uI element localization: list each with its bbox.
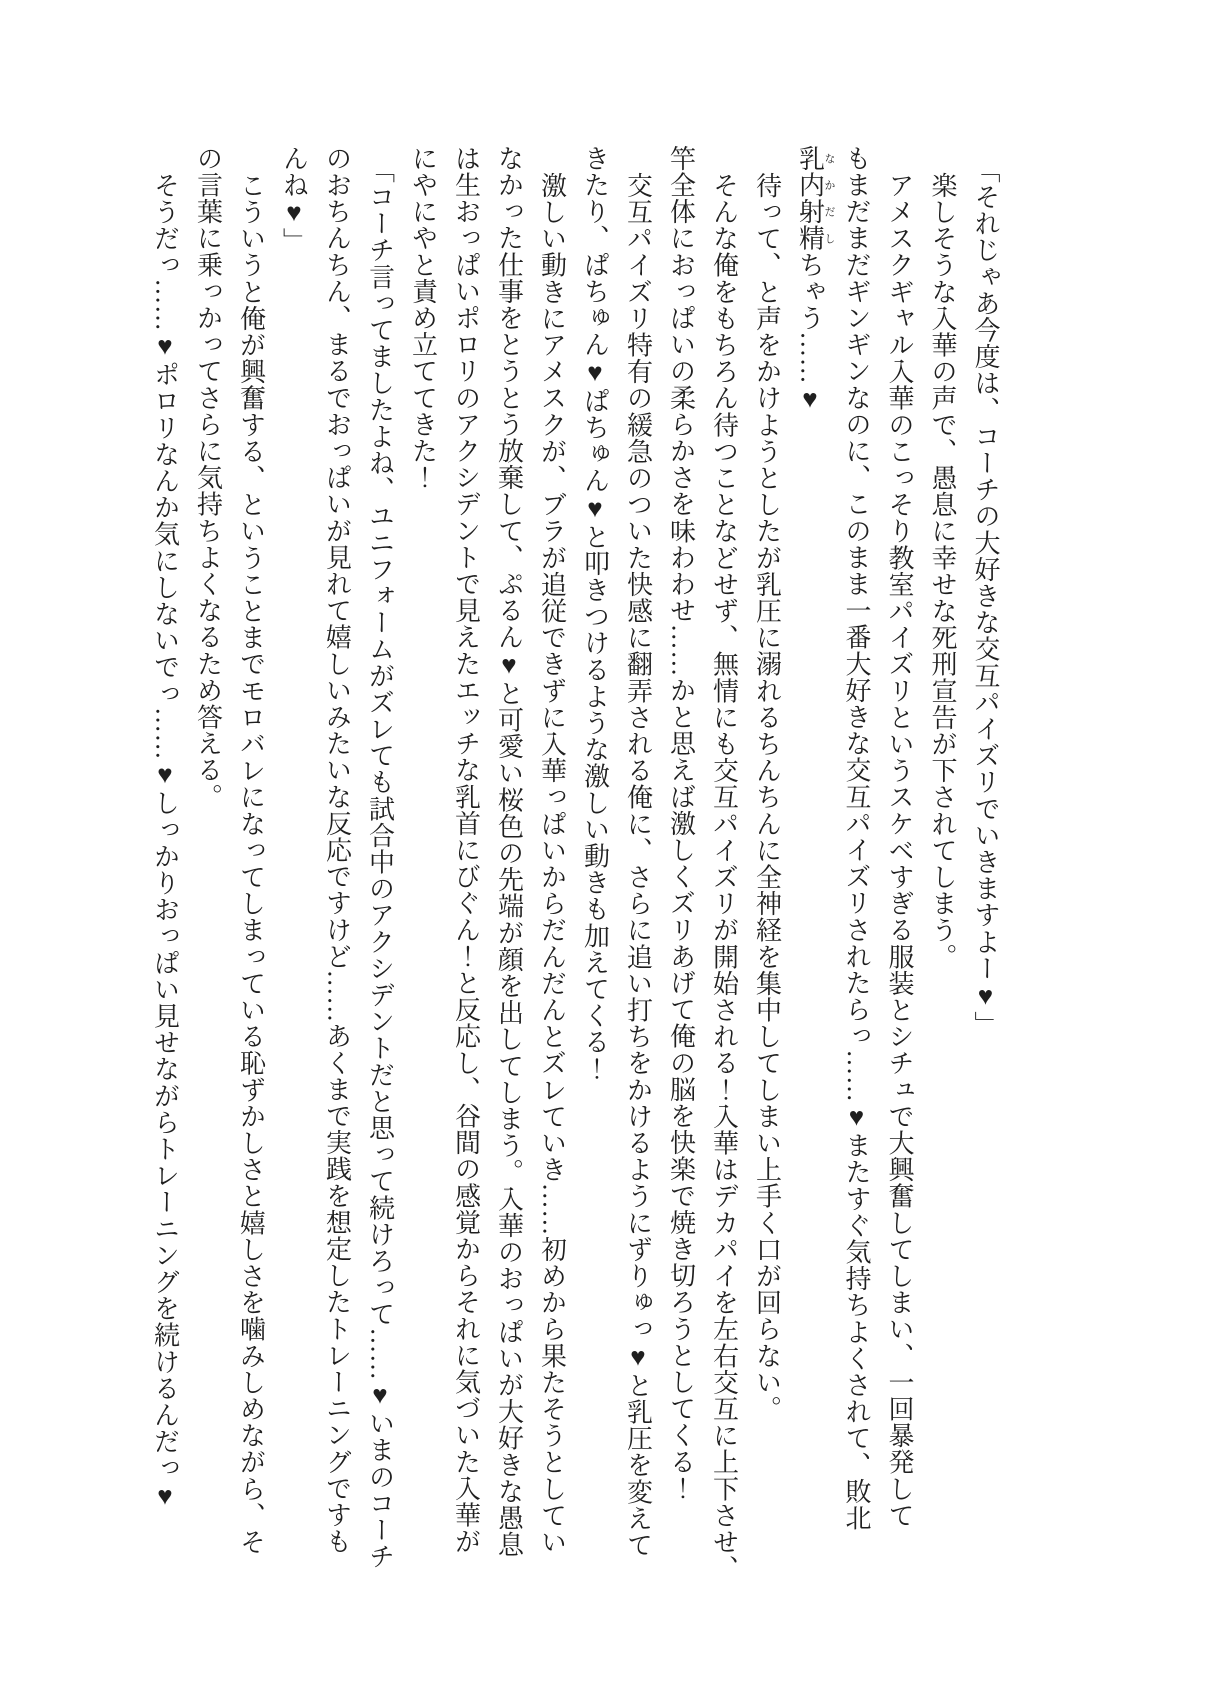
text-column: 竿全体におっぱいの柔らかさを味わわせ……かと思えば激しくズリあげて俺の脳を快楽で焼き切ろうとしてくる！ bbox=[666, 145, 696, 1502]
paragraph bbox=[574, 145, 660, 1597]
text-column: そうだっ……♥ポロリなんか気にしないでっ……♥しっかりおっぱい見せながらトレーニングを続けるんだっ♥ bbox=[150, 172, 180, 1511]
paragraph bbox=[273, 145, 402, 1597]
text-column: にやにやと責め立ててきた！ bbox=[408, 145, 438, 491]
text-column: は生おっぱいポロリのアクシデントで見えたエッチな乳首にびぐん！と反応し、谷間の感覚からそれに気づいた入華が bbox=[451, 145, 481, 1555]
paragraph bbox=[964, 145, 1007, 1597]
paragraph bbox=[187, 145, 273, 1597]
paragraph bbox=[921, 145, 964, 1597]
text-column: 交互パイズリ特有の緩急のついた快感に翻弄される俺に、さらに追い打ちをかけるようにずりゅっ♥と乳圧を変えて bbox=[623, 172, 653, 1559]
text-column: の言葉に乗っかってさらに気持ちよくなるため答える。 bbox=[193, 145, 223, 810]
text-column: なかった仕事をとうとう放棄して、ぷるん♥と可愛い桜色の先端が顔を出してしまう。入華のおっぱいが大好きな愚息 bbox=[494, 145, 524, 1558]
text-column: そんな俺をもちろん待つことなどせず、無情にも交互パイズリが開始される！入華はデカパイを左右交互に上下させ、 bbox=[709, 172, 739, 1582]
text-column: アメスクギャル入華のこっそり教室パイズリというスケベすぎる服装とシチュで大興奮してしまい、一回暴発して bbox=[885, 172, 914, 1529]
paragraph bbox=[144, 145, 187, 1597]
paragraph bbox=[660, 145, 746, 1597]
text-column: 乳内射精なかだしちゃう……♥ bbox=[795, 145, 835, 415]
text-column: 楽しそうな入華の声で、愚息に幸せな死刑宣告が下されてしまう。 bbox=[928, 172, 957, 970]
furigana: なかだし bbox=[823, 145, 835, 252]
ruby-word: 乳内射精なかだし bbox=[795, 145, 835, 252]
text-column: 「コーチ言ってましたよね、ユニフォームがズレても試合中のアクシデントだと思って続けろって……♥いまのコーチ bbox=[365, 157, 395, 1570]
text-column: 激しい動きにアメスクが、ブラが追従できずに入華っぱいからだんだんとズレていき……初めから果たそうとしてい bbox=[537, 172, 567, 1556]
text-column: もまだまだギンギンなのに、このまま一番大好きな交互パイズリされたらっ……♥またすぐ気持ちよくされて、敗北 bbox=[842, 145, 871, 1532]
vertical-text-block bbox=[144, 145, 1008, 1597]
paragraph bbox=[402, 145, 574, 1597]
text-column: きたり、ぱちゅん♥ぱちゅん♥と叩きつけるような激しい動きも加えてくる！ bbox=[580, 145, 610, 1082]
paragraph bbox=[746, 145, 789, 1597]
text-column: こういうと俺が興奮する、ということまでモロバレになってしまっている恥ずかしさと嬉しさを噛みしめながら、そ bbox=[236, 172, 266, 1556]
paragraph bbox=[789, 145, 922, 1597]
text-column: 「それじゃあ今度は、コーチの大好きな交互パイズリでいきますよー♥」 bbox=[971, 157, 1000, 1038]
text-column: のおちんちん、まるでおっぱいが見れて嬉しいみたいな反応ですけど……あくまで実践を想定したトレーニングですも bbox=[322, 145, 352, 1555]
text-column: 待って、と声をかけようとしたが乳圧に溺れるちんちんに全神経を集中してしまい上手く口が回らない。 bbox=[752, 172, 782, 1423]
text-column: んね♥」 bbox=[279, 145, 309, 255]
